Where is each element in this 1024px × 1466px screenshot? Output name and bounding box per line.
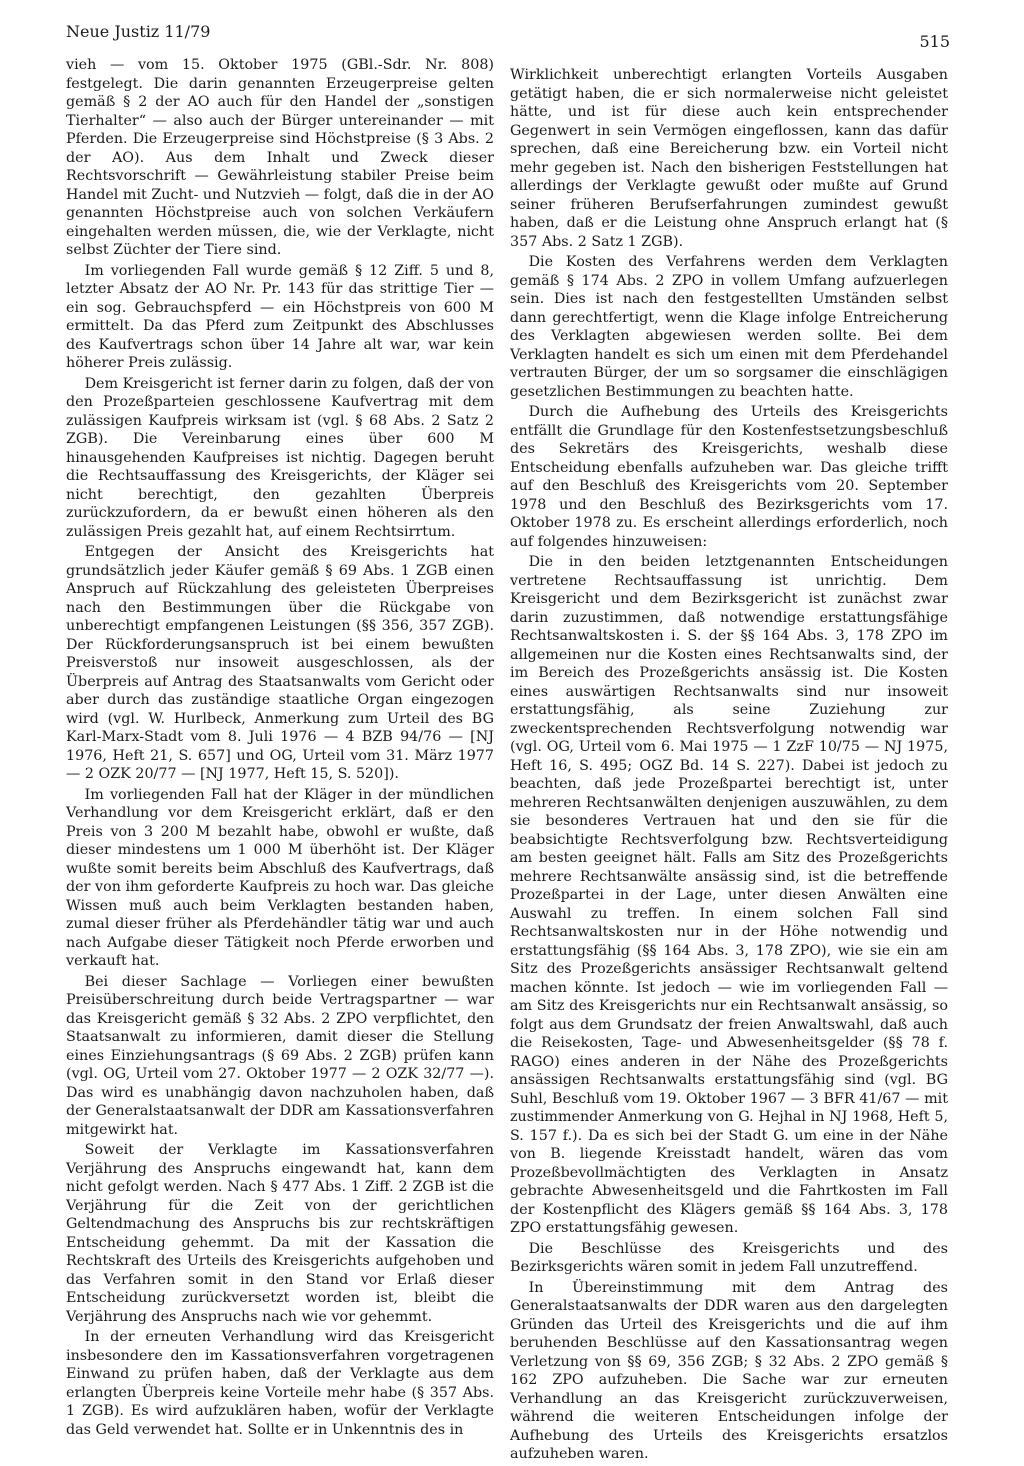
page-number: 515 [919, 32, 950, 51]
paragraph: Wirklichkeit unberechtigt erlangten Vorteils Ausgaben getätigt haben, die er sich normalerweise nicht geleistet hätte, und ist für diese auch kein entsprechender Gegenwert in sein Vermögen eingeflossen, kann das dafür sprechen, daß eine Bereicherung bzw. ein Vorteil nicht mehr gegeben ist. Nach den bisherigen Feststellungen hat allerdings der Verklagte gewußt oder mußte auf Grund seiner früheren Berufserfahrungen zumindest gewußt haben, daß er die Leistung ohne Anspruch erlangt hat (§ 357 Abs. 2 Satz 1 ZGB). [510, 67, 948, 250]
journal-title: Neue Justiz 11/79 [66, 22, 211, 41]
paragraph: Im vorliegenden Fall wurde gemäß § 12 Ziff. 5 und 8, letzter Absatz der AO Nr. Pr. 143 für das strittige Tier — ein sog. Gebrauchspferd — ein Höchstpreis von 600 M ermittelt. Da das Pferd zum Zeitpunkt des Abschlusses des Kaufvertrags schon über 14 Jahre alt war, war kein höherer Preis zulässig. [66, 262, 494, 371]
paragraph: vieh — vom 15. Oktober 1975 (GBl.-Sdr. Nr. 808) festgelegt. Die darin genannten Erzeugerpreise gelten gemäß § 2 der AO auch für den Handel der „sonstigen Tierhalter“ — also auch der Bürger untereinander — mit Pferden. Die Erzeugerpreise sind Höchstpreise (§ 3 Abs. 2 der AO). Aus dem Inhalt und Zweck dieser Rechtsvorschrift — Gewährleistung stabiler Preise beim Handel mit Zucht- und Nutzvieh — folgt, daß die in der AO genannten Höchstpreise auch von solchen Verkäufern eingehalten werden müssen, die, wie der Verklagte, nicht selbst Züchter der Tiere sind. [66, 57, 494, 258]
paragraph: Soweit der Verklagte im Kassationsverfahren Verjährung des Anspruchs eingewandt hat, kann dem nicht gefolgt werden. Nach § 477 Abs. 1 Ziff. 2 ZGB ist die Verjährung für die Zeit von der gerichtlichen Geltendmachung des Anspruchs bis zur rechtskräftigen Entscheidung gehemmt. Da mit der Kassation die Rechtskraft des Urteils des Kreisgerichts aufgehoben und das Verfahren somit in den Stand vor Erlaß dieser Entscheidung zurückversetzt worden ist, bleibt die Verjährung des Anspruchs nach wie vor gehemmt. [66, 1142, 494, 1325]
paragraph: Durch die Aufhebung des Urteils des Kreisgerichts entfällt die Grundlage für den Kostenfestsetzungsbeschluß des Sekretärs des Kreisgerichts, weshalb diese Entscheidung ebenfalls aufzuheben war. Das gleiche trifft auf den Beschluß des Kreisgerichts vom 20. September 1978 und den Beschluß des Bezirksgerichts vom 17. Oktober 1978 zu. Es erscheint allerdings erforderlich, noch auf folgendes hinzuweisen: [510, 404, 948, 550]
paragraph: Entgegen der Ansicht des Kreisgerichts hat grundsätzlich jeder Käufer gemäß § 69 Abs. 1 ZGB einen Anspruch auf Rückzahlung des geleisteten Überpreises nach den Bestimmungen über die Rückgabe von unberechtigt empfangenen Leistungen (§§ 356, 357 ZGB). Der Rückforderungsanspruch ist bei einem bewußten Preisverstoß nur insoweit ausgeschlossen, als der Überpreis auf Antrag des Staatsanwalts vom Gericht oder aber durch das zuständige staatliche Organ eingezogen wird (vgl. W. Hurlbeck, Anmerkung zum Urteil des BG Karl-Marx-Stadt vom 8. Juli 1976 — 4 BZB 94/76 — [NJ 1976, Heft 21, S. 657] und OG, Urteil vom 31. März 1977 — 2 OZK 20/77 — [NJ 1977, Heft 15, S. 520]). [66, 544, 494, 782]
paragraph: Bei dieser Sachlage — Vorliegen einer bewußten Preisüberschreitung durch beide Vertragspartner — war das Kreisgericht gemäß § 32 Abs. 2 ZPO verpflichtet, den Staatsanwalt zu informieren, damit dieser die Stellung eines Einziehungsantrags (§ 69 Abs. 2 ZGB) prüfen kann (vgl. OG, Urteil vom 27. Oktober 1977 — 2 OZK 32/77 —). Das wird es unabhängig davon nachzuholen haben, daß der Generalstaatsanwalt der DDR am Kassationsverfahren mitgewirkt hat. [66, 973, 494, 1138]
paragraph: Im vorliegenden Fall hat der Kläger in der mündlichen Verhandlung vor dem Kreisgericht erklärt, daß er den Preis von 3 200 M bezahlt habe, obwohl er wußte, daß dieser mindestens um 1 000 M überhöht ist. Der Kläger wußte somit bereits beim Abschluß des Kaufvertrags, daß der von ihm geforderte Kaufpreis zu hoch war. Das gleiche Wissen muß auch beim Verklagten bestanden haben, zumal dieser früher als Pferdehändler tätig war und auch nach Aufgabe dieser Tätigkeit noch Pferde erworben und verkauft hat. [66, 786, 494, 969]
paragraph: Dem Kreisgericht ist ferner darin zu folgen, daß der von den Prozeßparteien geschlossene Kaufvertrag mit dem zulässigen Kaufpreis wirksam ist (vgl. § 68 Abs. 2 Satz 2 ZGB). Die Vereinbarung eines über 600 M hinausgehenden Kaufpreises ist nichtig. Dagegen beruht die Rechtsauffassung des Kreisgerichts, der Kläger sei nicht berechtigt, den gezahlten Überpreis zurückzufordern, da er bewußt einen höheren als den zulässigen Preis gezahlt hat, auf einem Rechtsirrtum. [66, 375, 495, 540]
left-column [66, 56, 494, 1441]
paragraph: Die in den beiden letztgenannten Entscheidungen vertretene Rechtsauffassung ist unrichtig. Dem Kreisgericht und dem Bezirksgericht ist zunächst zwar darin zuzustimmen, daß notwendige erstattungsfähige Rechtsanwaltskosten i. S. der §§ 164 Abs. 3, 178 ZPO im allgemeinen nur die Kosten eines Rechtsanwalts sind, der im Bereich des Prozeßgerichts ansässig ist. Die Kosten eines auswärtigen Rechtsanwalts sind nur insoweit erstattungsfähig, als seine Zuziehung zur zweckentsprechenden Rechtsverfolgung notwendig war (vgl. OG, Urteil vom 6. Mai 1975 — 1 ZzF 10/75 — NJ 1975, Heft 16, S. 495; OGZ Bd. 14 S. 227). Dabei ist jedoch zu beachten, daß jede Prozeßpartei berechtigt ist, unter mehreren Rechtsanwälten denjenigen auszuwählen, zu dem sie besonderes Vertrauen hat und den sie für die beabsichtigte Rechtsverfolgung bzw. Rechtsverteidigung am besten geeignet hält. Falls am Sitz des Prozeßgerichts mehrere Rechtsanwälte ansässig sind, ist die betreffende Prozeßpartei in der Lage, unter diesen Anwälten eine Auswahl zu treffen. In einem solchen Fall sind Rechtsanwaltskosten nur in der Höhe notwendig und erstattungsfähig (§§ 164 Abs. 3, 178 ZPO), wie sie ein am Sitz des Prozeßgerichts ansässiger Rechtsanwalt geltend machen könnte. Ist jedoch — wie im vorliegenden Fall — am Sitz des Kreisgerichts nur ein Rechtsanwalt ansässig, so folgt aus dem Grundsatz der freien Anwaltswahl, daß auch die Reisekosten, Tage- und Abwesenheitsgelder (§§ 78 f. RAGO) eines anderen in der Nähe des Prozeßgerichts ansässigen Rechtsanwalts erstattungsfähig sind (vgl. BG Suhl, Beschluß vom 19. Oktober 1967 — 3 BFR 41/67 — mit zustimmender Anmerkung von G. Hejhal in NJ 1968, Heft 5, S. 157 f.). Da es sich bei der Stadt G. um eine in der Nähe von B. liegende Kreisstadt handelt, wären das vom Prozeßbevollmächtigten des Verklagten in Ansatz gebrachte Abwesenheitsgeld und die Fahrtkosten im Fall der Kostenpflicht des Klägers gemäß §§ 164 Abs. 3, 178 ZPO erstattungsfähig gewesen. [510, 554, 948, 1236]
page-header [66, 22, 950, 52]
paragraph: In Übereinstimmung mit dem Antrag des Generalstaatsanwalts der DDR waren aus den dargelegten Gründen das Urteil des Kreisgerichts und die auf ihm beruhenden Beschlüsse auf den Kassationsantrag wegen Verletzung von §§ 69, 356 ZGB; § 32 Abs. 2 ZPO gemäß § 162 ZPO aufzuheben. Die Sache war zur erneuten Verhandlung an das Kreisgericht zurückzuverweisen, während die weiteren Entscheidungen infolge der Aufhebung des Urteils des Kreisgerichts ersatzlos aufzuheben waren. [510, 1279, 948, 1462]
paragraph: Die Beschlüsse des Kreisgerichts und des Bezirksgerichts wären somit in jedem Fall unzutreffend. [510, 1240, 948, 1275]
right-column [510, 66, 948, 1466]
paragraph: Die Kosten des Verfahrens werden dem Verklagten gemäß § 174 Abs. 2 ZPO in vollem Umfang aufzuerlegen sein. Dies ist nach den festgestellten Umständen selbst dann gerechtfertigt, wenn die Klage infolge Entreicherung des Verklagten abgewiesen werden sollte. Bei dem Verklagten handelt es sich um einen mit dem Pferdehandel vertrauten Bürger, der um so sorgsamer die einschlägigen gesetzlichen Bestimmungen zu beachten hatte. [510, 254, 948, 400]
paragraph: In der erneuten Verhandlung wird das Kreisgericht insbesondere den im Kassationsverfahren vorgetragenen Einwand zu prüfen haben, daß der Verklagte aus dem erlangten Überpreis keine Vorteile mehr habe (§ 357 Abs. 1 ZGB). Es wird aufzuklären haben, wofür der Verklagte das Geld verwendet hat. Sollte er in Unkenntnis des in [66, 1329, 494, 1438]
